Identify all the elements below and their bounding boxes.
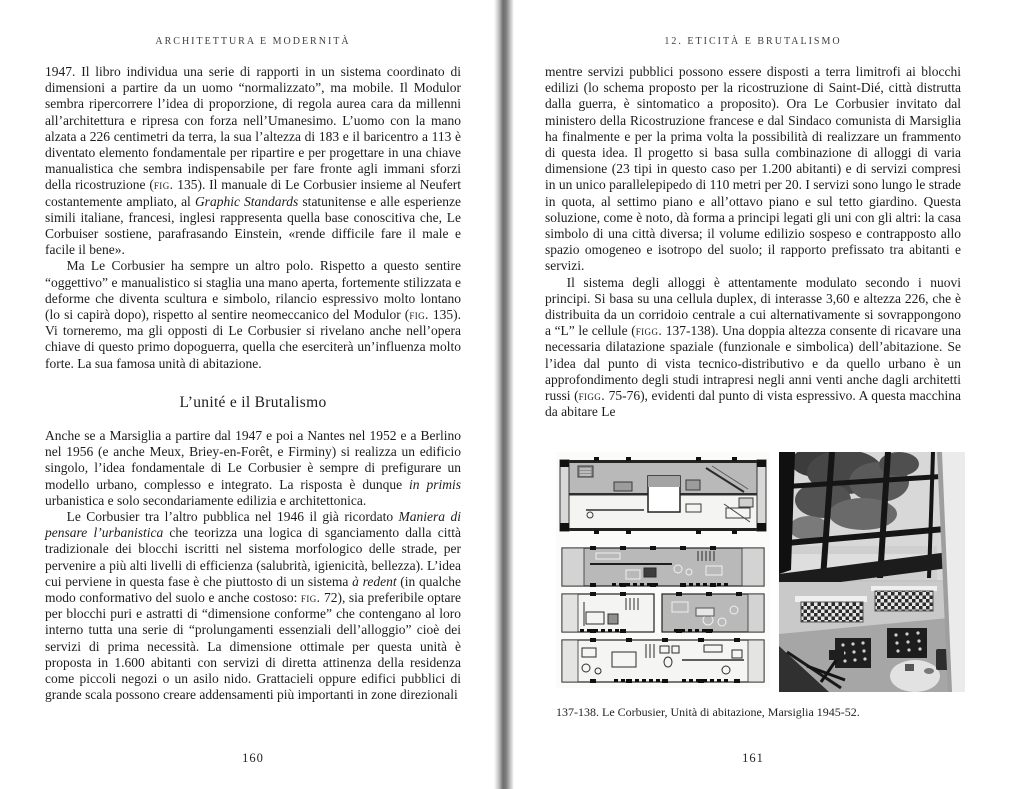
figure-caption: 137-138. Le Corbusier, Unità di abitazione, Marsiglia 1945-52.	[556, 705, 860, 719]
text-segment: in primis	[409, 476, 461, 492]
text-segment: urbanistica e solo secondariamente edilizia e architettonica.	[45, 492, 367, 508]
left-page-number: 160	[242, 751, 264, 765]
paragraph	[45, 258, 461, 371]
round-table	[890, 660, 940, 692]
upper-floor-plan	[562, 546, 764, 587]
text-segment: 135). Vi torneremo, ma gli opposti di Le Corbusier si rivelano anche nell’opera chiave di questo primo dopoguerra, quella che eserciterà un’influenza molto forte. La sua famosa unità di abitazione.	[45, 307, 461, 371]
lower-floor-plan	[562, 638, 764, 683]
text-segment: Anche se a Marsiglia a partire dal 1947 e poi a Nantes nel 1952 e a Berlino nel 1956 (e anche Meux, Briey-en-Forêt, e Firminy) si realizza un edificio singolo, l’idea fondamentale di Le Corbusier è sempre di prefigurare un modello urbano, complesso e integrato. La risposta è dunque	[45, 428, 461, 492]
paragraph	[45, 64, 461, 258]
text-segment: Il sistema degli alloggi è attentamente modulato secondo i nuovi principi. Si basa su una cellula duplex, di interasse 3,60 e altezza 226, che è distribuita da un corridoio centrale a cui alternativamente si sovrappongono a “L” le cellule (	[545, 274, 961, 339]
mid-floor-plan	[562, 592, 764, 633]
paragraph	[545, 64, 961, 275]
text-segment: figg.	[578, 388, 605, 404]
text-segment: mentre servizi pubblici possono essere disposti a terra limitrofi ai blocchi edilizi (lo schema proposto per la ricostruzione di Saint-Dié, città distrutta dalla guerra, è sintomatico a proposito). Ora Le Corbusier invitato dal ministero della Ricostruzione francese e dal Sindaco comunista di Marsiglia ha finalmente e per la prima volta la possibilità di realizzare un frammento di questa idea. Il progetto si basa sulla combinazione di alloggi di varia dimensione (23 tipi in questo caso per 1.200 abitanti) e di servizi compresi in un unico parallelepipedo di 110 metri per 20. I servizi sono lungo le strade in quota, al settimo piano e all’ottavo piano e sul tetto giardino. Questa soluzione, come è noto, dà forma a principi legati gli uni con gli altri: la casa simbolo di una città diversa; il volume edilizio sospeso e contrapposto allo spazio omogeneo e isotropo del suolo; il rapporto prefissato tra abitanti e servizi.	[545, 64, 962, 274]
text-segment: 72), sia preferibile optare per blocchi puri e astratti di “dimensione conforme” che contengano al loro interno tutta una serie di “prolungamenti essenziali dell’alloggio” cioè dei servizi di prima necessità. La dimensione ottimale per questa unità è proposta in 1.600 abitanti con servizi di diretta attinenza della residenza come piccoli negozi o un asilo nido. Grattacieli oppure edifici pubblici di grande scala possono creare addensamenti più importanti in zone direzionali	[45, 590, 461, 703]
text-segment: fig.	[153, 177, 174, 193]
text-segment: 1947. Il libro individua una serie di rapporti in un sistema coordinato di dimensioni a partire da un uomo “normalizzato”, ma mobile. Il Modulor sembra ripercorrere l’idea di proporzione, di regola aurea cara da millenni all’architettura e ripresa con forza nell’Umanesimo. L’uomo con la mano alzata a 226 centimetri da terra, la sua l’altezza di 183 e il baricentro a 113 è diventato elemento fondamentale per ripartire e per progettare in una chiave manualistica che sembra indispensabile per fare fronte agli immani sforzi della ricostruzione (	[45, 64, 461, 193]
text-segment: à redent	[352, 573, 397, 589]
right-page-number: 161	[742, 751, 764, 765]
left-running-head: ARCHITETTURA E MODERNITÀ	[155, 36, 351, 47]
paragraph	[545, 275, 961, 421]
text-segment: 137-138). Una doppia altezza consente di ricavare una necessaria dilatazione spaziale (funzionale e simbolica) dell’abitazione. Se l’idea dal punto di vista tecnico-distributivo e da quello urbano è un approfondimento degli studi intrapresi negli anni venti anche dagli architetti russi (	[545, 323, 961, 404]
floor-plans-drawing	[556, 452, 770, 688]
left-page-body-top	[45, 64, 461, 372]
text-segment: Ma Le Corbusier ha sempre un altro polo. Rispetto a questo sentire “oggettivo” e manualistico si staglia una mano aperta, fortemente stilizzata e deforme che diventa scultura e simbolo, rilancio espressivo molto lontano (lo si capirà dopo), rispetto al sentire neomeccanico del Modulor (	[45, 258, 461, 323]
page-gutter	[494, 0, 514, 789]
text-segment: statunitense e alle esperienze simili italiane, francesi, inglesi rappresenta quella base conoscitiva che, Le Corbuiser sostiene, parafrasando Einstein, «rende difficile fare il male e facile il bene».	[45, 193, 461, 258]
text-segment: fig.	[409, 307, 429, 323]
text-segment: 75-76), evidenti dal punto di vista espressivo. A questa macchina da abitare Le	[545, 388, 961, 420]
right-page-body	[545, 64, 961, 420]
figure-137-plans	[556, 452, 770, 693]
text-segment: Maniera di pensare l’urbanistica	[45, 509, 461, 541]
paragraph	[45, 509, 461, 703]
right-page	[545, 0, 961, 789]
text-segment: fig.	[300, 590, 321, 606]
section-drawing	[560, 457, 766, 534]
text-segment: che teorizza una logica di sganciamento dalla città tradizionale dei blocchi iscritti nel sistema morfologico delle strade, per pervenire a più alti livelli di efficienza (salubrità, igienicità, bellezza). L’idea cui perviene in questa fase è che piuttosto di un sistema	[45, 525, 461, 589]
left-page-body-bottom	[45, 428, 461, 703]
text-segment: figg.	[635, 323, 663, 339]
text-segment: Le Corbusier tra l’altro pubblica nel 1946 il già ricordato	[66, 509, 399, 525]
interior-photo	[779, 452, 965, 692]
paragraph	[45, 428, 461, 509]
right-running-head: 12. ETICITÀ E BRUTALISMO	[664, 36, 842, 47]
section-heading: L’unité e il Brutalismo	[179, 394, 327, 411]
left-page	[45, 0, 461, 789]
figure-138-photo	[779, 452, 965, 697]
text-segment: 135). Il manuale di Le Corbusier insieme al Neufert costantemente ampliato, al	[45, 177, 461, 209]
text-segment: Graphic Standards	[194, 193, 299, 209]
text-segment: (in qualche modo conformativo del suolo e anche costoso:	[45, 573, 461, 606]
